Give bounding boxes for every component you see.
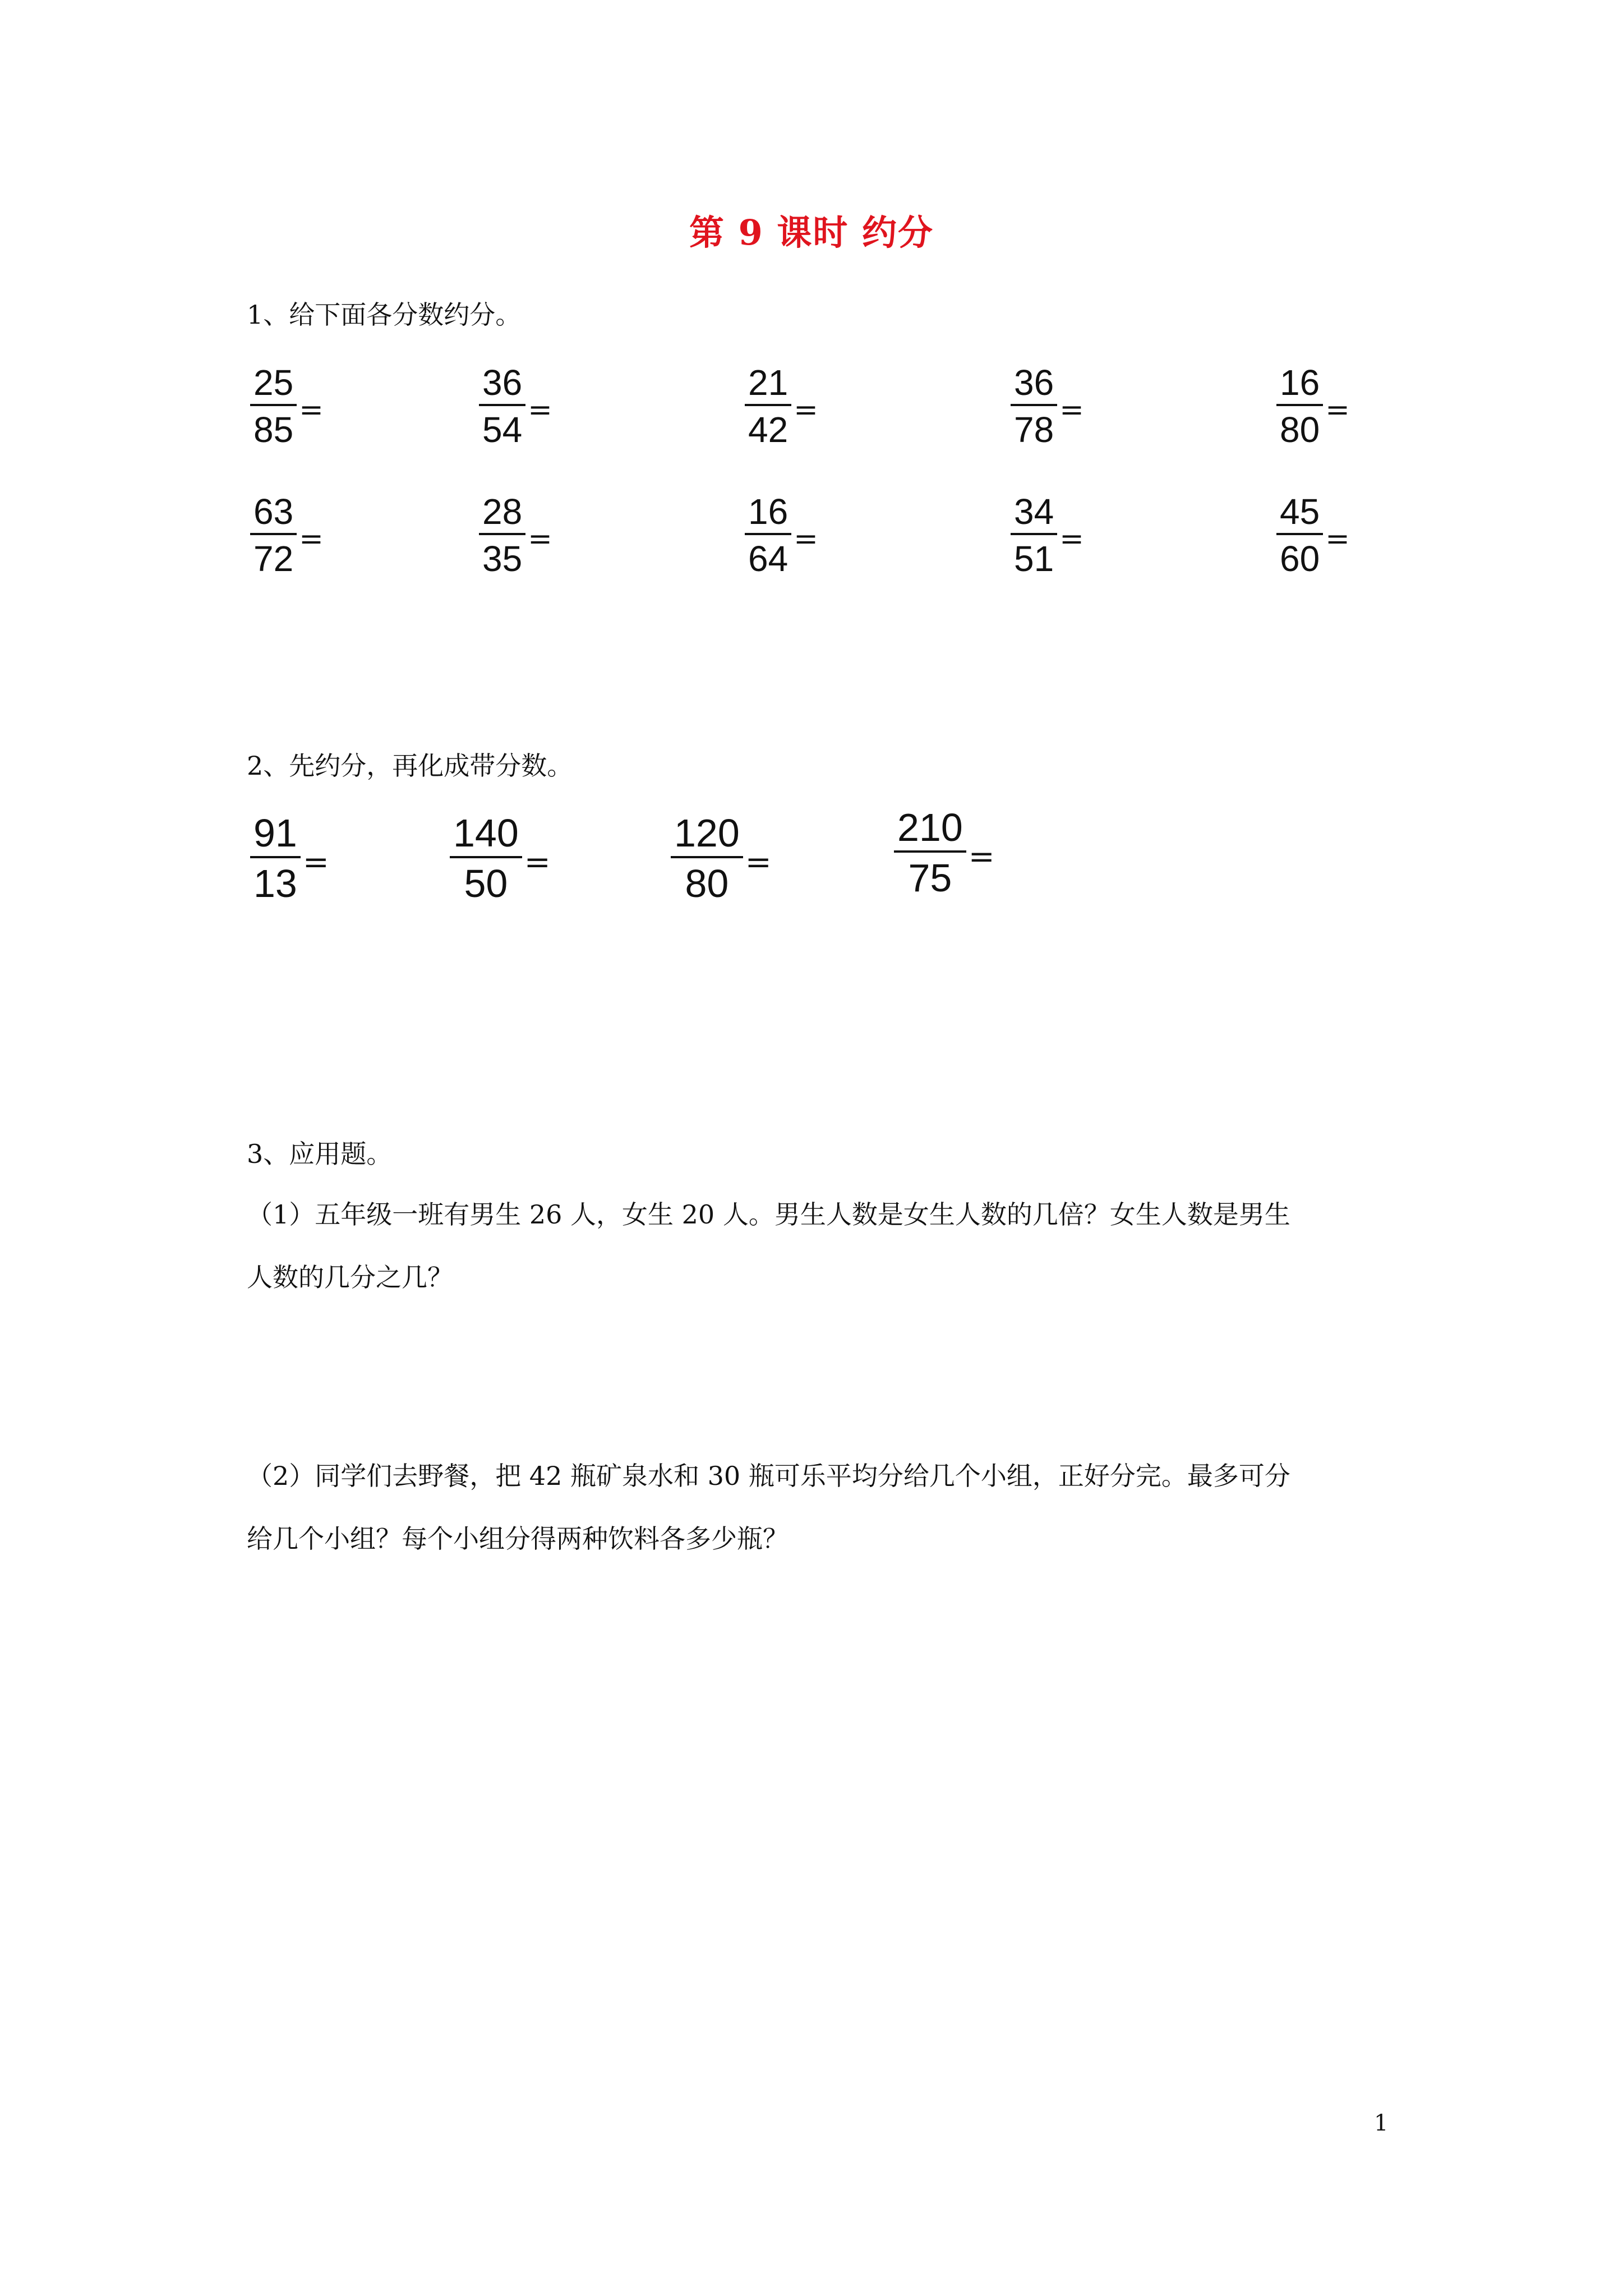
fraction	[250, 813, 329, 903]
section1-heading: 1、给下面各分数约分。	[247, 300, 522, 330]
numerator: 120	[674, 811, 740, 855]
question-1-line-1: （1）五年级一班有男生 26 人，女生 20 人。男生人数是女生人数的几倍？女生人数是男生	[247, 1199, 1290, 1230]
denominator: 51	[1014, 539, 1054, 579]
equals-sign: =	[1325, 522, 1350, 556]
equals-sign: =	[299, 522, 324, 556]
equals-sign: =	[745, 844, 772, 881]
fraction	[479, 491, 552, 579]
equals-sign: =	[794, 522, 818, 556]
fraction	[1276, 362, 1350, 450]
fraction	[1011, 491, 1084, 579]
numerator: 210	[897, 806, 963, 849]
fraction	[745, 362, 818, 450]
denominator: 42	[748, 409, 789, 450]
denominator: 13	[253, 862, 297, 905]
equals-sign: =	[794, 393, 818, 427]
numerator: 63	[253, 491, 294, 532]
denominator: 50	[464, 862, 508, 905]
fraction	[450, 813, 551, 903]
equals-sign: =	[1059, 393, 1084, 427]
numerator: 21	[748, 362, 789, 403]
fraction	[250, 491, 324, 579]
fraction	[479, 362, 552, 450]
denominator: 35	[482, 539, 523, 579]
fraction	[1276, 491, 1350, 579]
question-1-line-2: 人数的几分之几？	[247, 1262, 453, 1292]
numerator: 36	[1014, 362, 1054, 403]
fraction	[745, 491, 818, 579]
denominator: 80	[685, 862, 729, 905]
fraction	[1011, 362, 1084, 450]
equals-sign: =	[299, 393, 324, 427]
numerator: 16	[1280, 362, 1320, 403]
fraction	[250, 362, 324, 450]
numerator: 16	[748, 491, 789, 532]
equals-sign: =	[1325, 393, 1350, 427]
fraction	[671, 813, 772, 903]
section3-heading: 3、应用题。	[247, 1139, 393, 1169]
equals-sign: =	[302, 844, 329, 881]
question-2-line-1: （2）同学们去野餐，把 42 瓶矿泉水和 30 瓶可乐平均分给几个小组，正好分完。最多可分	[247, 1461, 1290, 1491]
numerator: 34	[1014, 491, 1054, 532]
denominator: 80	[1280, 409, 1320, 450]
page-title: 第 9 课时 约分	[689, 212, 934, 253]
equals-sign: =	[524, 844, 551, 881]
numerator: 140	[453, 811, 519, 855]
denominator: 60	[1280, 539, 1320, 579]
numerator: 28	[482, 491, 523, 532]
denominator: 78	[1014, 409, 1054, 450]
question-2-line-2: 给几个小组？每个小组分得两种饮料各多少瓶？	[247, 1524, 789, 1554]
section2-heading: 2、先约分，再化成带分数。	[247, 751, 573, 781]
page-number: 1	[1374, 2110, 1389, 2136]
equals-sign: =	[528, 393, 552, 427]
denominator: 64	[748, 539, 789, 579]
equals-sign: =	[528, 522, 552, 556]
fraction	[894, 808, 995, 898]
numerator: 25	[253, 362, 294, 403]
equals-sign: =	[1059, 522, 1084, 556]
equals-sign: =	[968, 838, 995, 875]
denominator: 54	[482, 409, 523, 450]
denominator: 75	[908, 856, 952, 900]
denominator: 72	[253, 539, 294, 579]
numerator: 45	[1280, 491, 1320, 532]
numerator: 36	[482, 362, 523, 403]
denominator: 85	[253, 409, 294, 450]
numerator: 91	[253, 811, 297, 855]
